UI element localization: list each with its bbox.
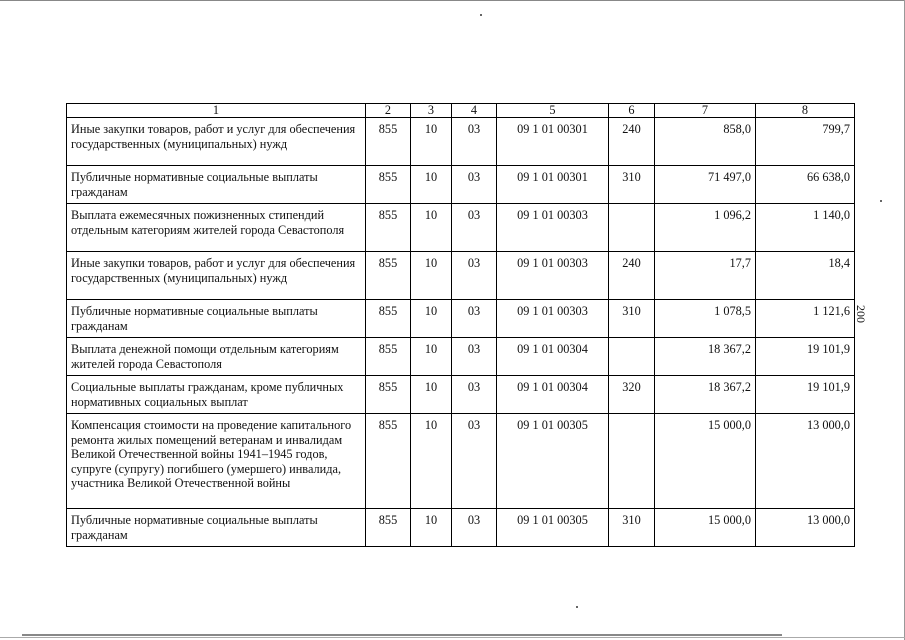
row-subsection-cell: 03 xyxy=(452,166,497,204)
row-grbs-cell: 855 xyxy=(366,338,411,376)
row-subsection-cell: 03 xyxy=(452,300,497,338)
row-section-cell: 10 xyxy=(411,338,452,376)
header-col-7: 7 xyxy=(655,104,756,118)
table-row xyxy=(67,204,855,252)
scan-speck xyxy=(480,14,482,16)
row-name-cell: Иные закупки товаров, работ и услуг для обеспечения государственных (муниципальных) нужд xyxy=(67,118,366,166)
budget-table xyxy=(66,103,855,547)
row-expense-type-cell: 310 xyxy=(609,166,655,204)
header-col-3: 3 xyxy=(411,104,452,118)
row-expense-type-cell: 240 xyxy=(609,252,655,300)
row-grbs-cell: 855 xyxy=(366,300,411,338)
table-header-row xyxy=(67,104,855,118)
row-amount-1-cell: 1 078,5 xyxy=(655,300,756,338)
row-expense-type-cell xyxy=(609,414,655,509)
row-subsection-cell: 03 xyxy=(452,509,497,547)
table-row xyxy=(67,376,855,414)
row-grbs-cell: 855 xyxy=(366,509,411,547)
table-row xyxy=(67,414,855,509)
row-target-article-cell: 09 1 01 00303 xyxy=(497,204,609,252)
row-expense-type-cell xyxy=(609,338,655,376)
row-grbs-cell: 855 xyxy=(366,204,411,252)
table-row xyxy=(67,252,855,300)
row-amount-2-cell: 13 000,0 xyxy=(756,509,855,547)
header-col-1: 1 xyxy=(67,104,366,118)
header-col-4: 4 xyxy=(452,104,497,118)
row-grbs-cell: 855 xyxy=(366,376,411,414)
row-name-cell: Публичные нормативные социальные выплаты гражданам xyxy=(67,166,366,204)
row-amount-2-cell: 799,7 xyxy=(756,118,855,166)
row-amount-1-cell: 1 096,2 xyxy=(655,204,756,252)
row-grbs-cell: 855 xyxy=(366,252,411,300)
row-target-article-cell: 09 1 01 00304 xyxy=(497,338,609,376)
row-grbs-cell: 855 xyxy=(366,166,411,204)
row-target-article-cell: 09 1 01 00303 xyxy=(497,252,609,300)
row-name-cell: Компенсация стоимости на проведение капитального ремонта жилых помещений ветеранам и инвалидам Великой Отечественной войны 1941–1945 годов, супруге (супругу) погибшего (умершего) инвалида, участника Великой Отечественной войны xyxy=(67,414,366,509)
row-section-cell: 10 xyxy=(411,118,452,166)
table-row xyxy=(67,118,855,166)
row-name-cell: Выплата денежной помощи отдельным категориям жителей города Севастополя xyxy=(67,338,366,376)
row-amount-2-cell: 19 101,9 xyxy=(756,338,855,376)
row-section-cell: 10 xyxy=(411,414,452,509)
row-amount-2-cell: 18,4 xyxy=(756,252,855,300)
row-name-cell: Выплата ежемесячных пожизненных стипендий отдельным категориям жителей города Севастополя xyxy=(67,204,366,252)
scan-speck xyxy=(880,200,882,202)
row-target-article-cell: 09 1 01 00305 xyxy=(497,414,609,509)
row-expense-type-cell: 320 xyxy=(609,376,655,414)
scan-speck xyxy=(576,606,578,608)
row-section-cell: 10 xyxy=(411,300,452,338)
row-amount-1-cell: 15 000,0 xyxy=(655,414,756,509)
row-amount-1-cell: 18 367,2 xyxy=(655,338,756,376)
row-subsection-cell: 03 xyxy=(452,252,497,300)
scan-edge-bottom xyxy=(0,637,905,638)
row-target-article-cell: 09 1 01 00301 xyxy=(497,118,609,166)
row-section-cell: 10 xyxy=(411,509,452,547)
row-amount-1-cell: 71 497,0 xyxy=(655,166,756,204)
row-amount-2-cell: 66 638,0 xyxy=(756,166,855,204)
header-col-6: 6 xyxy=(609,104,655,118)
row-subsection-cell: 03 xyxy=(452,414,497,509)
row-subsection-cell: 03 xyxy=(452,204,497,252)
scan-artifact-line xyxy=(22,634,782,636)
row-subsection-cell: 03 xyxy=(452,376,497,414)
row-amount-1-cell: 18 367,2 xyxy=(655,376,756,414)
row-subsection-cell: 03 xyxy=(452,338,497,376)
scan-edge-top xyxy=(0,0,905,1)
row-amount-1-cell: 15 000,0 xyxy=(655,509,756,547)
row-section-cell: 10 xyxy=(411,252,452,300)
row-amount-2-cell: 13 000,0 xyxy=(756,414,855,509)
row-section-cell: 10 xyxy=(411,376,452,414)
table-row xyxy=(67,338,855,376)
row-name-cell: Иные закупки товаров, работ и услуг для обеспечения государственных (муниципальных) нужд xyxy=(67,252,366,300)
row-target-article-cell: 09 1 01 00303 xyxy=(497,300,609,338)
row-target-article-cell: 09 1 01 00304 xyxy=(497,376,609,414)
table-row xyxy=(67,509,855,547)
row-section-cell: 10 xyxy=(411,166,452,204)
row-amount-2-cell: 19 101,9 xyxy=(756,376,855,414)
row-target-article-cell: 09 1 01 00305 xyxy=(497,509,609,547)
row-subsection-cell: 03 xyxy=(452,118,497,166)
row-name-cell: Социальные выплаты гражданам, кроме публичных нормативных социальных выплат xyxy=(67,376,366,414)
row-grbs-cell: 855 xyxy=(366,414,411,509)
row-name-cell: Публичные нормативные социальные выплаты гражданам xyxy=(67,509,366,547)
row-amount-2-cell: 1 121,6 xyxy=(756,300,855,338)
row-target-article-cell: 09 1 01 00301 xyxy=(497,166,609,204)
row-grbs-cell: 855 xyxy=(366,118,411,166)
row-expense-type-cell: 310 xyxy=(609,300,655,338)
row-expense-type-cell xyxy=(609,204,655,252)
row-section-cell: 10 xyxy=(411,204,452,252)
header-col-2: 2 xyxy=(366,104,411,118)
header-col-8: 8 xyxy=(756,104,855,118)
header-col-5: 5 xyxy=(497,104,609,118)
row-amount-1-cell: 858,0 xyxy=(655,118,756,166)
row-amount-2-cell: 1 140,0 xyxy=(756,204,855,252)
table-row xyxy=(67,166,855,204)
row-expense-type-cell: 310 xyxy=(609,509,655,547)
row-amount-1-cell: 17,7 xyxy=(655,252,756,300)
row-name-cell: Публичные нормативные социальные выплаты гражданам xyxy=(67,300,366,338)
table-row xyxy=(67,300,855,338)
page-number: 200 xyxy=(854,305,868,323)
row-expense-type-cell: 240 xyxy=(609,118,655,166)
